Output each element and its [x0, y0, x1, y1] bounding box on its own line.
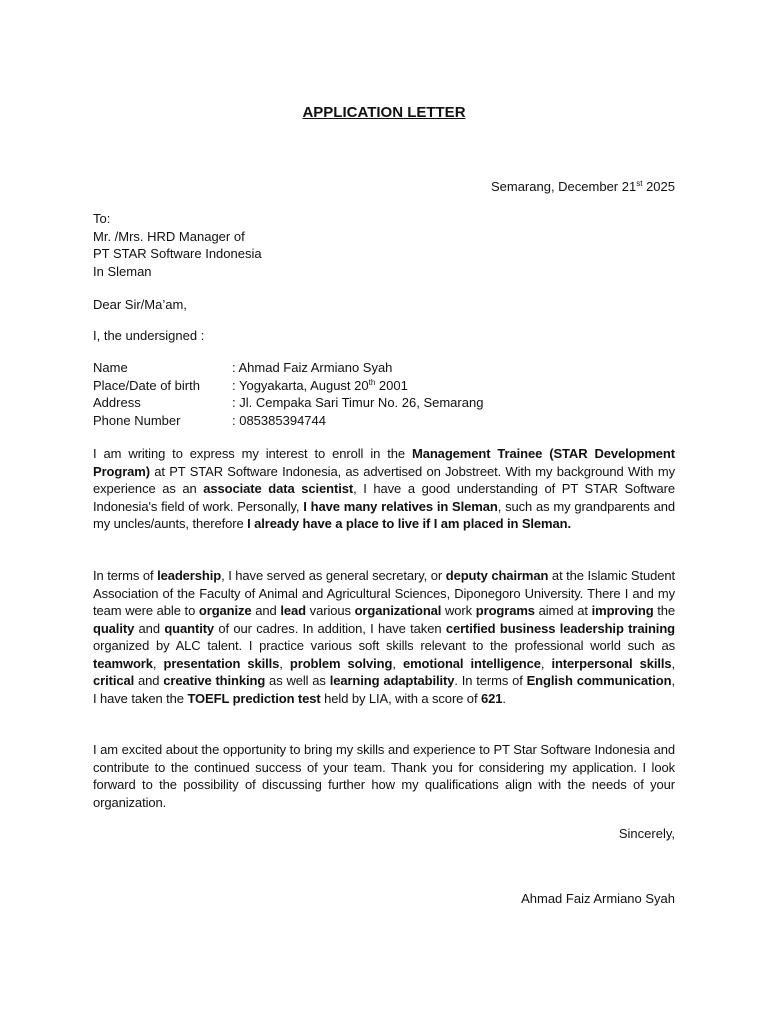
emphasis-text: programs	[475, 603, 535, 618]
body-text: ,	[671, 655, 676, 671]
date-ordinal: st	[636, 179, 643, 188]
emphasis-text: TOEFL prediction test	[187, 690, 321, 706]
emphasis-text: improving	[591, 603, 654, 618]
body-text: ,	[540, 655, 552, 671]
recipient-line: PT STAR Software Indonesia	[93, 246, 262, 261]
body-text: and	[134, 673, 164, 688]
emphasis-text: interpersonal skills	[551, 655, 672, 671]
body-text: as well as	[265, 673, 330, 688]
body-text: I am writing to express my interest to enroll in the	[93, 446, 412, 461]
body-text: aimed at	[534, 603, 592, 618]
body-text: at PT STAR Software Indonesia, as advertised on Jobstreet. With my background With my experience as an	[93, 463, 675, 496]
emphasis-text: 621	[480, 690, 503, 706]
emphasis-text: organizational	[354, 603, 442, 618]
body-text: , I have a good understanding of PT STAR Software Indonesia's field of work. Personally,	[93, 481, 676, 514]
applicant-details	[93, 359, 483, 429]
body-text: of our cadres. In addition, I have taken	[214, 620, 446, 636]
emphasis-text: certified business leadership training	[445, 620, 676, 636]
detail-label: Phone Number	[93, 412, 181, 428]
body-text: ,	[152, 655, 164, 671]
body-text: organized by ALC talent. I practice various soft skills relevant to the professional world such as	[93, 638, 675, 653]
detail-row-birth	[93, 377, 483, 395]
body-text: In terms of	[93, 568, 158, 583]
emphasis-text: presentation skills	[163, 655, 280, 671]
birth-year: 2001	[375, 377, 408, 393]
recipient-line: To:	[93, 211, 111, 226]
detail-value: : Ahmad Faiz Armiano Syah	[232, 360, 393, 375]
emphasis-text: English communication	[526, 673, 672, 688]
body-text: ,	[392, 655, 403, 671]
body-text: , such as my grandparents and my uncles/aunts, therefore	[93, 498, 675, 531]
body-text: and	[251, 603, 281, 618]
emphasis-text: quality	[93, 620, 135, 636]
emphasis-text: emotional intelligence	[402, 655, 541, 671]
date-text: Semarang, December 21	[490, 179, 637, 194]
emphasis-text: quantity	[164, 620, 215, 636]
body-paragraph-1	[93, 445, 675, 533]
recipient-line: In Sleman	[93, 263, 152, 279]
detail-row-phone	[93, 412, 483, 430]
salutation: Dear Sir/Ma’am,	[93, 297, 187, 312]
intro-line: I, the undersigned :	[93, 328, 205, 343]
recipient-line: Mr. /Mrs. HRD Manager of	[93, 228, 245, 244]
letter-title: APPLICATION LETTER	[302, 104, 466, 121]
emphasis-text: Management Trainee (STAR Development Program)	[93, 446, 675, 479]
letter-date	[491, 178, 675, 196]
date-year: 2025	[642, 179, 675, 194]
body-text: the	[653, 603, 676, 618]
emphasis-text: leadership	[157, 568, 222, 583]
body-text: various	[305, 603, 355, 618]
emphasis-text: learning adaptability	[329, 673, 455, 688]
body-text: ,	[279, 655, 290, 671]
emphasis-text: teamwork	[93, 655, 153, 671]
detail-value: : 085385394744	[232, 412, 326, 428]
detail-label: Name	[93, 360, 128, 375]
body-text: , I have taken the	[93, 673, 675, 706]
emphasis-text: associate data scientist	[203, 481, 354, 496]
body-paragraph-2	[93, 567, 675, 707]
body-text: .	[502, 690, 506, 706]
body-text: I am excited about the opportunity to bring my skills and experience to PT Star Software Indonesia and contribute to the continued success of your team. Thank you for considering my application. I look forward to the possibility of discussing further how my qualifications align with the needs of your organization.	[93, 742, 675, 810]
body-text: at the Islamic Student Association of the Faculty of Animal and Agricultural Sciences, Diponegoro University. There I and my team were able to	[93, 568, 675, 618]
emphasis-text: deputy chairman	[445, 568, 549, 583]
emphasis-text: I have many relatives in Sleman	[303, 498, 498, 514]
body-text: . In terms of	[454, 673, 527, 688]
detail-label: Address	[93, 395, 141, 410]
detail-row-address	[93, 394, 483, 412]
recipient-block	[93, 210, 262, 280]
detail-value: : Jl. Cempaka Sari Timur No. 26, Semarang	[232, 395, 484, 410]
detail-label: Place/Date of birth	[93, 377, 200, 393]
emphasis-text: critical	[93, 673, 135, 688]
signature-name: Ahmad Faiz Armiano Syah	[521, 891, 675, 906]
body-paragraph-3	[93, 741, 675, 811]
emphasis-text: creative thinking	[163, 673, 266, 688]
detail-value	[232, 377, 408, 395]
closing: Sincerely,	[618, 826, 675, 841]
emphasis-text: problem solving	[289, 655, 393, 671]
birth-ordinal: th	[368, 377, 376, 387]
detail-row-name	[93, 359, 483, 377]
emphasis-text: I already have a place to live if I am placed in Sleman.	[247, 516, 571, 531]
emphasis-text: lead	[280, 603, 306, 618]
body-text: , I have served as general secretary, or	[221, 568, 446, 583]
birth-text: : Yogyakarta, August 20	[232, 377, 369, 393]
body-text: and	[134, 620, 165, 636]
emphasis-text: organize	[198, 603, 252, 618]
body-text: held by LIA, with a score of	[320, 690, 481, 706]
body-text: work	[441, 603, 476, 618]
